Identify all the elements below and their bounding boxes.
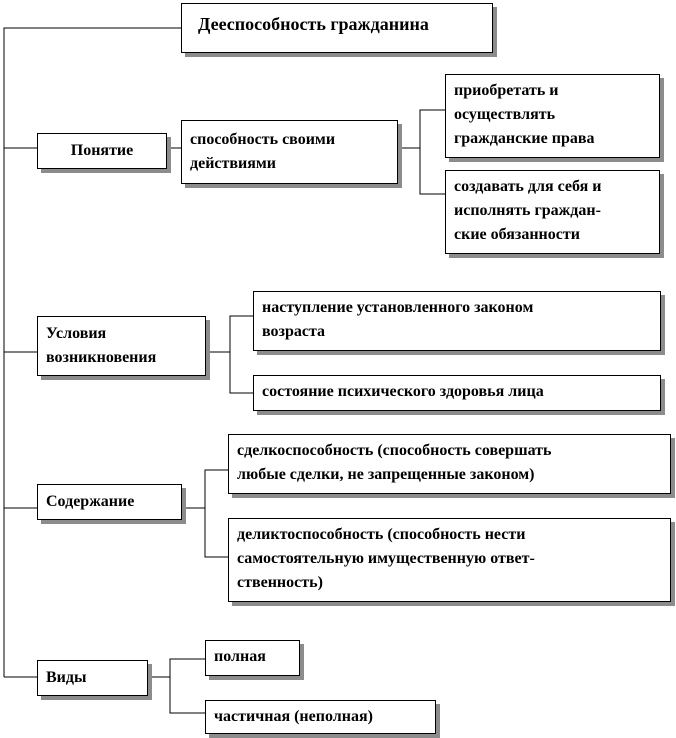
item-line: любые сделки, не запрещенные законом): [237, 466, 535, 483]
title-box: [181, 3, 493, 53]
item-line: состояние психического здоровья лица: [262, 383, 544, 400]
category-content-label: Содержание: [46, 493, 135, 510]
content-item-delicts: [228, 518, 671, 602]
item-line: наступление установленного законом: [262, 299, 534, 316]
item-line: полная: [214, 648, 266, 665]
item-line: исполнять граждан-: [454, 202, 601, 219]
types-item-partial: [205, 700, 436, 734]
item-line: создавать для себя и: [454, 178, 602, 195]
item-line: ственность): [237, 574, 323, 591]
category-concept: [37, 133, 167, 169]
content-item-deals: [228, 434, 671, 494]
item-line: самостоятельную имущественную ответ-: [237, 550, 535, 567]
concept-item-duties: [445, 170, 660, 254]
concept-definition: [181, 120, 398, 184]
category-content: [37, 484, 182, 520]
item-line: сделкоспособность (способность совершать: [237, 442, 552, 459]
concept-definition-line: действиями: [190, 155, 277, 172]
category-types: [37, 660, 148, 696]
concept-item-rights: [445, 74, 660, 158]
conditions-item-health: [253, 375, 661, 411]
category-conditions-label: Условия: [46, 325, 107, 342]
concept-definition-line: способность своими: [190, 131, 336, 148]
item-line: осуществлять: [454, 106, 556, 123]
diagram-title: Дееспособность гражданина: [198, 14, 429, 34]
item-line: гражданские права: [454, 130, 595, 147]
item-line: деликтоспособность (способность нести: [237, 526, 526, 543]
category-conditions-label: возникновения: [46, 349, 157, 366]
types-item-full: [205, 640, 300, 676]
conditions-item-age: [253, 291, 661, 351]
item-line: возраста: [262, 323, 326, 340]
category-types-label: Виды: [46, 669, 87, 686]
category-concept-label: Понятие: [70, 142, 134, 159]
category-conditions: [37, 316, 206, 376]
item-line: частичная (неполная): [214, 708, 373, 725]
item-line: приобретать и: [454, 82, 559, 99]
item-line: ские обязанности: [454, 226, 580, 243]
